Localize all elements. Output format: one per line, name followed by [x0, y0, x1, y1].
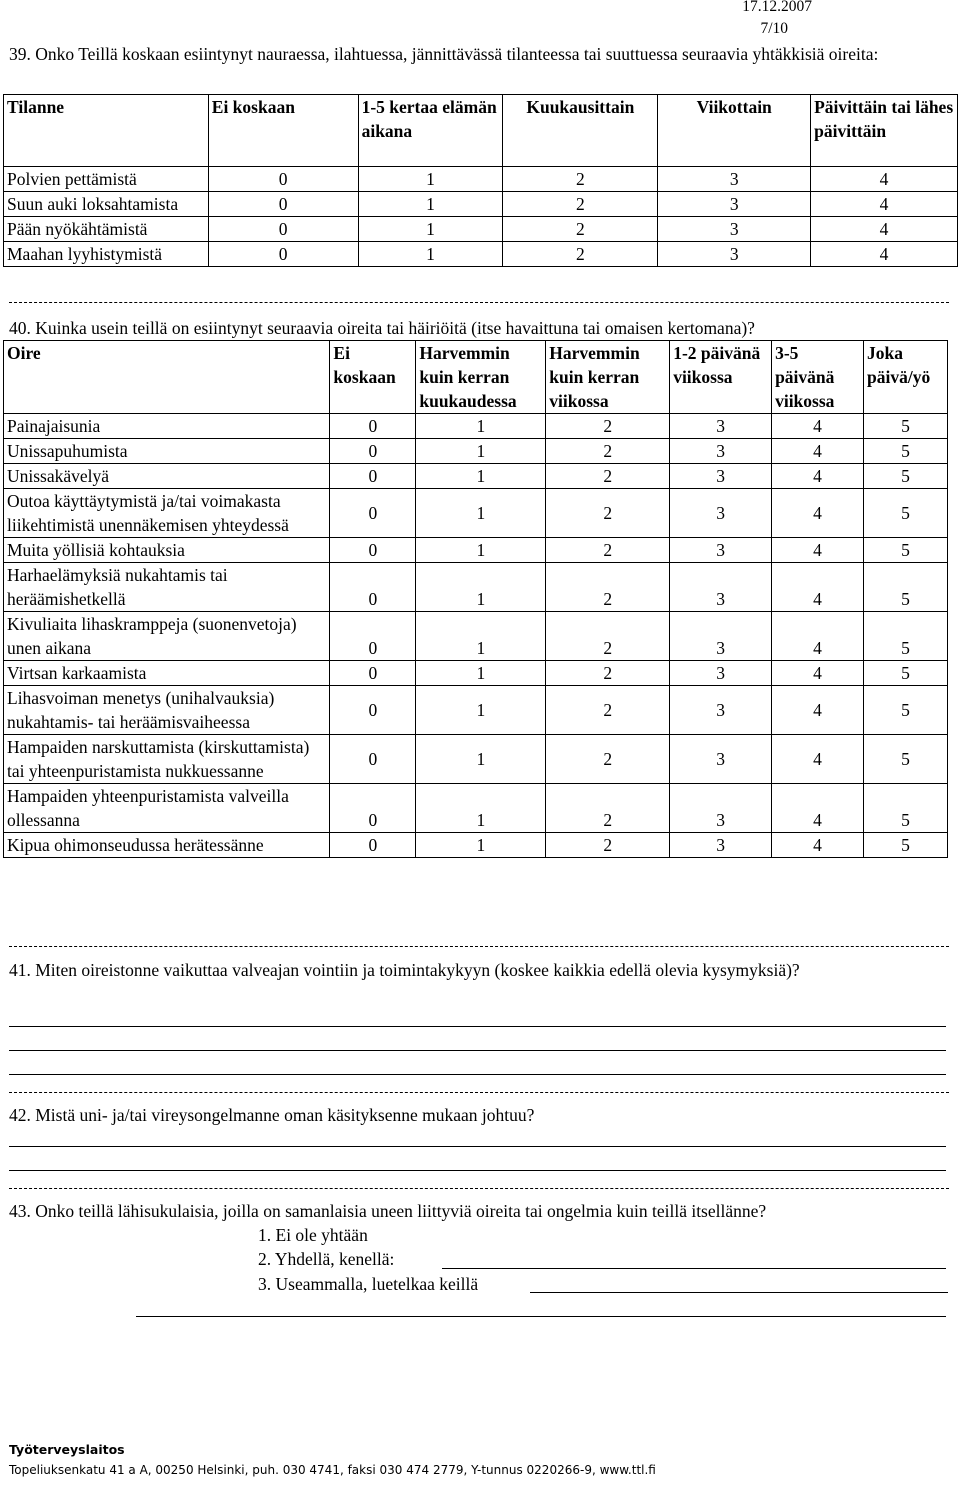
q40-col-harvemmin-vk: Harvemmin kuin kerran viikossa: [546, 341, 670, 414]
rating-2[interactable]: 2: [546, 686, 670, 735]
rating-3[interactable]: 3: [658, 167, 811, 192]
rating-2[interactable]: 2: [503, 167, 658, 192]
rating-5[interactable]: 5: [864, 414, 948, 439]
rating-3[interactable]: 3: [658, 242, 811, 267]
page-number: 7/10: [760, 20, 788, 37]
rating-0[interactable]: 0: [208, 217, 358, 242]
rating-5[interactable]: 5: [864, 784, 948, 833]
table-row: [4, 217, 958, 242]
option-1[interactable]: 1. Ei ole yhtään: [258, 1225, 368, 1245]
row-label: Lihasvoiman menetys (unihalvauksia) nukahtamis- tai heräämisvaiheessa: [4, 686, 330, 735]
option-3[interactable]: 3. Useammalla, luetelkaa keillä: [258, 1274, 479, 1294]
rating-1[interactable]: 1: [416, 833, 546, 858]
section-divider: [9, 1188, 949, 1189]
rating-3[interactable]: 3: [670, 612, 772, 661]
footer-address: Topeliuksenkatu 41 a A, 00250 Helsinki, puh. 030 4741, faksi 030 474 2779, Y-tunnus 0220266-9, www.ttl.fi: [9, 1463, 656, 1477]
table-row: [4, 686, 948, 735]
answer-line[interactable]: [9, 1170, 946, 1171]
rating-1[interactable]: 1: [416, 414, 546, 439]
rating-3[interactable]: 3: [670, 563, 772, 612]
q39-col-1-5-kertaa: 1-5 kertaa elämän aikana: [358, 95, 503, 167]
q40-col-oire: Oire: [4, 341, 330, 414]
row-label: Muita yöllisiä kohtauksia: [4, 538, 330, 563]
q40-col-3-5: 3-5 päivänä viikossa: [772, 341, 864, 414]
answer-line[interactable]: [9, 1050, 946, 1051]
rating-4[interactable]: 4: [772, 735, 864, 784]
table-row: [4, 661, 948, 686]
section-divider: [9, 302, 949, 303]
row-label: Unissakävelyä: [4, 464, 330, 489]
q39-col-ei-koskaan: Ei koskaan: [208, 95, 358, 167]
row-label: Kipua ohimonseudussa herätessänne: [4, 833, 330, 858]
rating-5[interactable]: 5: [864, 439, 948, 464]
answer-line[interactable]: [9, 1074, 946, 1075]
rating-2[interactable]: 2: [546, 833, 670, 858]
answer-line[interactable]: [9, 1146, 946, 1147]
rating-3[interactable]: 3: [670, 464, 772, 489]
rating-3[interactable]: 3: [670, 686, 772, 735]
rating-3[interactable]: 3: [670, 784, 772, 833]
rating-1[interactable]: 1: [416, 538, 546, 563]
rating-2[interactable]: 2: [546, 439, 670, 464]
row-label: Suun auki loksahtamista: [4, 192, 209, 217]
rating-1[interactable]: 1: [416, 563, 546, 612]
rating-3[interactable]: 3: [670, 833, 772, 858]
rating-1[interactable]: 1: [358, 192, 503, 217]
table-row: [4, 167, 958, 192]
rating-0[interactable]: 0: [330, 661, 416, 686]
rating-5[interactable]: 5: [864, 538, 948, 563]
rating-2[interactable]: 2: [546, 735, 670, 784]
answer-line[interactable]: [9, 1026, 946, 1027]
question-39: 39. Onko Teillä koskaan esiintynyt nauraessa, ilahtuessa, jännittävässä tilanteessa tai suuttuessa seuraavia yhtäkkisiä oireita:: [9, 44, 879, 64]
row-label: Hampaiden yhteenpuristamista valveilla ollessanna: [4, 784, 330, 833]
row-label: Harhaelämyksiä nukahtamis tai heräämishetkellä: [4, 563, 330, 612]
rating-3[interactable]: 3: [658, 217, 811, 242]
question-43: 43. Onko teillä lähisukulaisia, joilla on samanlaisia uneen liittyviä oireita tai ongelmia kuin teillä itsellänne?: [9, 1201, 767, 1221]
rating-1[interactable]: 1: [416, 661, 546, 686]
row-label: Hampaiden narskuttamista (kirskuttamista) tai yhteenpuristamista nukkuessanne: [4, 735, 330, 784]
rating-1[interactable]: 1: [416, 686, 546, 735]
table-row: [4, 735, 948, 784]
footer-org: Työterveyslaitos: [9, 1442, 125, 1457]
rating-2[interactable]: 2: [503, 192, 658, 217]
answer-line[interactable]: [530, 1292, 948, 1293]
rating-2[interactable]: 2: [503, 242, 658, 267]
q40-col-joka-paiva: Joka päivä/yö: [864, 341, 948, 414]
rating-0[interactable]: 0: [208, 192, 358, 217]
rating-0[interactable]: 0: [208, 242, 358, 267]
rating-3[interactable]: 3: [670, 489, 772, 538]
rating-5[interactable]: 5: [864, 563, 948, 612]
rating-1[interactable]: 1: [358, 217, 503, 242]
answer-line[interactable]: [442, 1268, 946, 1269]
question-40: 40. Kuinka usein teillä on esiintynyt seuraavia oireita tai häiriöitä (itse havaittuna tai omaisen kertomana)?: [9, 318, 755, 338]
row-label: Painajaisunia: [4, 414, 330, 439]
rating-3[interactable]: 3: [670, 661, 772, 686]
rating-0[interactable]: 0: [330, 464, 416, 489]
rating-0[interactable]: 0: [330, 686, 416, 735]
row-label: Outoa käyttäytymistä ja/tai voimakasta liikehtimistä unennäkemisen yhteydessä: [4, 489, 330, 538]
rating-0[interactable]: 0: [330, 833, 416, 858]
rating-4[interactable]: 4: [772, 661, 864, 686]
rating-1[interactable]: 1: [416, 464, 546, 489]
date: 17.12.2007: [742, 0, 812, 15]
q39-col-kuukausittain: Kuukausittain: [503, 95, 658, 167]
row-label: Maahan lyyhistymistä: [4, 242, 209, 267]
rating-1[interactable]: 1: [358, 242, 503, 267]
row-label: Polvien pettämistä: [4, 167, 209, 192]
q39-col-viikottain: Viikottain: [658, 95, 811, 167]
rating-0[interactable]: 0: [330, 439, 416, 464]
rating-4[interactable]: 4: [772, 686, 864, 735]
rating-3[interactable]: 3: [670, 735, 772, 784]
table-row: [4, 489, 948, 538]
rating-0[interactable]: 0: [330, 612, 416, 661]
rating-0[interactable]: 0: [330, 563, 416, 612]
rating-4[interactable]: 4: [811, 167, 958, 192]
table-row: [4, 563, 948, 612]
rating-2[interactable]: 2: [546, 414, 670, 439]
section-divider: [9, 946, 949, 947]
rating-4[interactable]: 4: [772, 612, 864, 661]
rating-0[interactable]: 0: [208, 167, 358, 192]
table-row: [4, 612, 948, 661]
rating-2[interactable]: 2: [546, 489, 670, 538]
rating-2[interactable]: 2: [546, 784, 670, 833]
rating-0[interactable]: 0: [330, 489, 416, 538]
rating-4[interactable]: 4: [811, 217, 958, 242]
question-42: 42. Mistä uni- ja/tai vireysongelmanne oman käsityksenne mukaan johtuu?: [9, 1105, 535, 1125]
rating-0[interactable]: 0: [330, 784, 416, 833]
rating-1[interactable]: 1: [416, 612, 546, 661]
answer-line[interactable]: [136, 1316, 946, 1317]
option-2[interactable]: 2. Yhdellä, kenellä:: [258, 1249, 395, 1269]
rating-0[interactable]: 0: [330, 414, 416, 439]
rating-4[interactable]: 4: [772, 414, 864, 439]
rating-5[interactable]: 5: [864, 489, 948, 538]
rating-5[interactable]: 5: [864, 464, 948, 489]
rating-0[interactable]: 0: [330, 538, 416, 563]
rating-4[interactable]: 4: [772, 538, 864, 563]
row-label: Unissapuhumista: [4, 439, 330, 464]
rating-5[interactable]: 5: [864, 686, 948, 735]
rating-5[interactable]: 5: [864, 833, 948, 858]
question-41: 41. Miten oireistonne vaikuttaa valveajan vointiin ja toimintakykyyn (koskee kaikkia edellä olevia kysymyksiä)?: [9, 960, 800, 980]
rating-4[interactable]: 4: [772, 784, 864, 833]
q40-table: [3, 340, 948, 858]
q40-col-ei-koskaan: Ei koskaan: [330, 341, 416, 414]
rating-4[interactable]: 4: [772, 563, 864, 612]
rating-2[interactable]: 2: [546, 612, 670, 661]
rating-2[interactable]: 2: [546, 661, 670, 686]
rating-4[interactable]: 4: [772, 464, 864, 489]
table-row: [4, 242, 958, 267]
rating-4[interactable]: 4: [811, 192, 958, 217]
table-row: [4, 439, 948, 464]
rating-1[interactable]: 1: [358, 167, 503, 192]
rating-3[interactable]: 3: [658, 192, 811, 217]
rating-1[interactable]: 1: [416, 784, 546, 833]
rating-5[interactable]: 5: [864, 735, 948, 784]
table-row: [4, 192, 958, 217]
q40-col-harvemmin-kk: Harvemmin kuin kerran kuukaudessa: [416, 341, 546, 414]
rating-3[interactable]: 3: [670, 414, 772, 439]
table-row: [4, 833, 948, 858]
rating-1[interactable]: 1: [416, 439, 546, 464]
rating-1[interactable]: 1: [416, 735, 546, 784]
row-label: Virtsan karkaamista: [4, 661, 330, 686]
rating-5[interactable]: 5: [864, 661, 948, 686]
table-row: [4, 784, 948, 833]
rating-4[interactable]: 4: [772, 439, 864, 464]
q40-col-1-2: 1-2 päivänä viikossa: [670, 341, 772, 414]
row-label: Kivuliaita lihaskramppeja (suonenvetoja) unen aikana: [4, 612, 330, 661]
rating-0[interactable]: 0: [330, 735, 416, 784]
rating-5[interactable]: 5: [864, 612, 948, 661]
row-label: Pään nyökähtämistä: [4, 217, 209, 242]
rating-1[interactable]: 1: [416, 489, 546, 538]
rating-2[interactable]: 2: [546, 538, 670, 563]
rating-3[interactable]: 3: [670, 538, 772, 563]
rating-4[interactable]: 4: [811, 242, 958, 267]
q39-table: [3, 94, 958, 267]
rating-3[interactable]: 3: [670, 439, 772, 464]
q39-col-tilanne: Tilanne: [4, 95, 209, 167]
section-divider: [9, 1092, 949, 1093]
table-row: [4, 464, 948, 489]
rating-4[interactable]: 4: [772, 489, 864, 538]
table-row: [4, 538, 948, 563]
q39-col-paivittain: Päivittäin tai lähes päivittäin: [811, 95, 958, 167]
rating-2[interactable]: 2: [503, 217, 658, 242]
rating-2[interactable]: 2: [546, 464, 670, 489]
rating-4[interactable]: 4: [772, 833, 864, 858]
table-row: [4, 414, 948, 439]
rating-2[interactable]: 2: [546, 563, 670, 612]
